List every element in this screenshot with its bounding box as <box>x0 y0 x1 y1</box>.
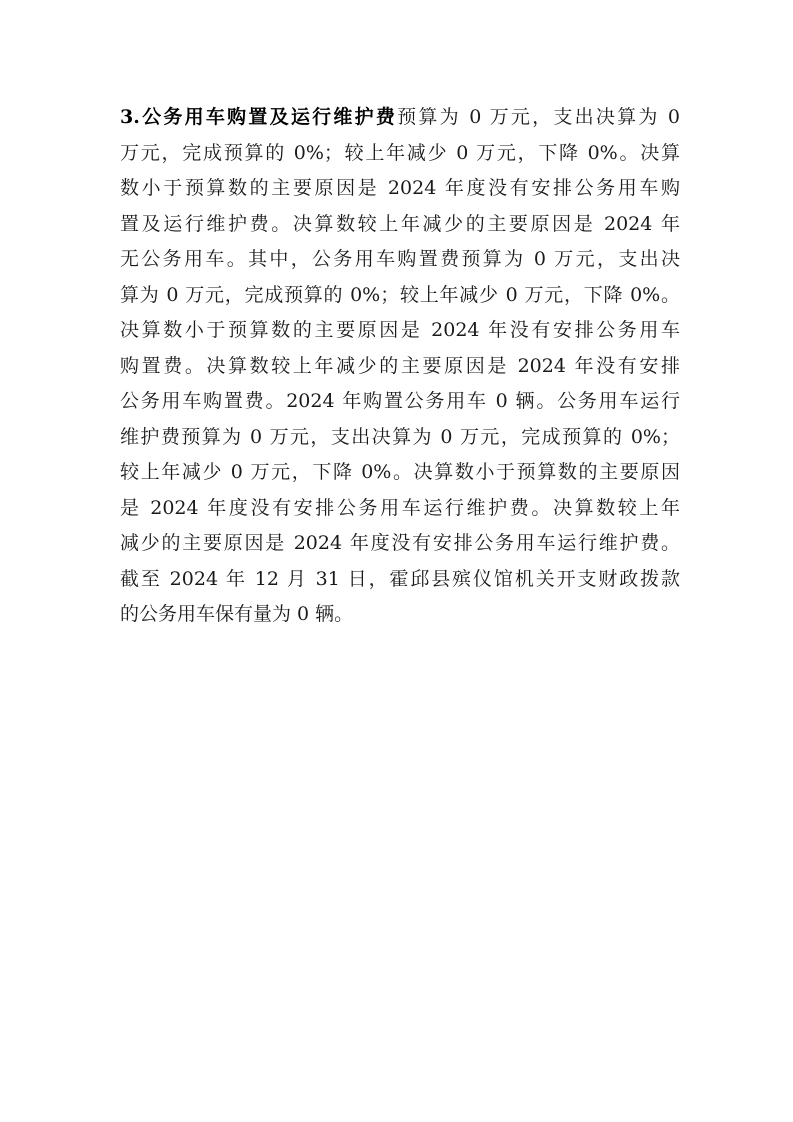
paragraph-line-10: 维护费预算为 0 万元，支出决算为 0 万元，完成预算的 0%； <box>120 425 680 448</box>
paragraph-line-4: 置及运行维护费。决算数较上年减少的主要原因是 2024 年 <box>120 212 680 235</box>
paragraph-line-8: 购置费。决算数较上年减少的主要原因是 2024 年没有安排 <box>120 354 680 377</box>
paragraph-line-15: 的公务用车保有量为 0 辆。 <box>120 603 354 625</box>
paragraph-line-9: 公务用车购置费。2024 年购置公务用车 0 辆。公务用车运行 <box>120 390 680 412</box>
vehicle-expense-paragraph <box>120 100 680 633</box>
paragraph-line-1 <box>120 100 680 136</box>
paragraph-line-11: 较上年减少 0 万元，下降 0%。决算数小于预算数的主要原因 <box>120 461 680 483</box>
paragraph-line-5: 无公务用车。其中，公务用车购置费预算为 0 万元，支出决 <box>120 248 680 270</box>
section-heading: 3.公务用车购置及运行维护费 <box>120 106 398 128</box>
paragraph-line-1-text: 预算为 0 万元，支出决算为 0 <box>397 106 680 128</box>
paragraph-line-7: 决算数小于预算数的主要原因是 2024 年没有安排公务用车 <box>120 319 680 341</box>
paragraph-line-3: 数小于预算数的主要原因是 2024 年度没有安排公务用车购 <box>120 177 680 199</box>
paragraph-line-12: 是 2024 年度没有安排公务用车运行维护费。决算数较上年 <box>120 496 680 519</box>
paragraph-line-14: 截至 2024 年 12 月 31 日，霍邱县殡仪馆机关开支财政拨款 <box>120 567 680 590</box>
paragraph-line-13: 减少的主要原因是 2024 年度没有安排公务用车运行维护费。 <box>120 532 680 554</box>
paragraph-line-6: 算为 0 万元，完成预算的 0%；较上年减少 0 万元，下降 0%。 <box>120 283 680 306</box>
paragraph-line-2: 万元，完成预算的 0%；较上年减少 0 万元，下降 0%。决算 <box>120 141 680 164</box>
